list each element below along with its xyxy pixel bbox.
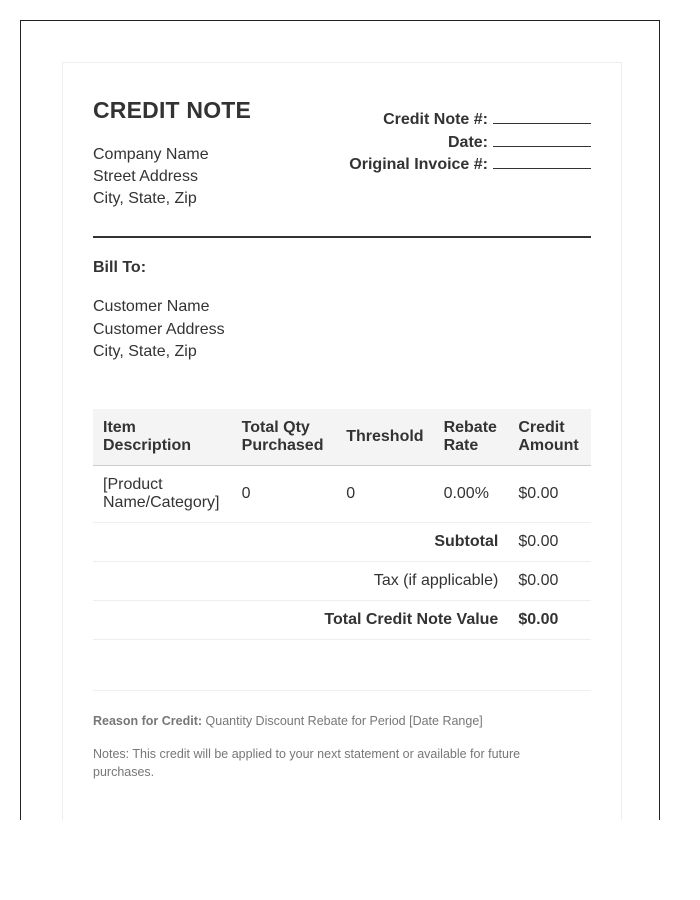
company-city-state-zip: City, State, Zip bbox=[93, 190, 197, 207]
total-label: Total Credit Note Value bbox=[93, 601, 508, 640]
company-name: Company Name bbox=[93, 146, 209, 163]
item-description: [Product Name/Category] bbox=[93, 466, 232, 523]
table-header-row bbox=[93, 409, 591, 466]
reason-text: Quantity Discount Rebate for Period [Date Range] bbox=[205, 714, 483, 728]
item-total-qty: 0 bbox=[232, 466, 337, 523]
credit-note-number-blank bbox=[493, 109, 591, 124]
item-rebate-rate: 0.00% bbox=[434, 466, 509, 523]
customer-info bbox=[93, 296, 225, 364]
tax-value: $0.00 bbox=[508, 562, 591, 601]
credit-note-meta bbox=[349, 109, 591, 177]
original-invoice-label: Original Invoice #: bbox=[349, 156, 488, 173]
original-invoice-row bbox=[349, 154, 591, 177]
customer-city-state-zip: City, State, Zip bbox=[93, 343, 197, 360]
credit-note-document bbox=[62, 62, 622, 820]
subtotal-label: Subtotal bbox=[93, 523, 508, 562]
item-credit-amount: $0.00 bbox=[508, 466, 591, 523]
total-value: $0.00 bbox=[508, 601, 591, 640]
header-credit-amount: Credit Amount bbox=[508, 409, 591, 466]
footer-divider bbox=[93, 690, 591, 691]
reason-label: Reason for Credit: bbox=[93, 714, 203, 728]
document-title: CREDIT NOTE bbox=[93, 97, 252, 123]
notes-text: Notes: This credit will be applied to your next statement or available for future purchases. bbox=[93, 747, 521, 779]
company-street: Street Address bbox=[93, 168, 198, 185]
reason-for-credit bbox=[93, 714, 483, 728]
bill-to-label: Bill To: bbox=[93, 259, 147, 276]
tax-row bbox=[93, 562, 591, 601]
total-row bbox=[93, 601, 591, 640]
date-row bbox=[349, 132, 591, 155]
tax-label: Tax (if applicable) bbox=[93, 562, 508, 601]
subtotal-row bbox=[93, 523, 591, 562]
header-rebate-rate: Rebate Rate bbox=[434, 409, 509, 466]
company-info bbox=[93, 144, 209, 210]
page-frame bbox=[20, 20, 660, 820]
customer-address: Customer Address bbox=[93, 320, 225, 338]
item-threshold: 0 bbox=[336, 466, 433, 523]
customer-name: Customer Name bbox=[93, 298, 210, 315]
date-label: Date: bbox=[447, 133, 488, 151]
credit-note-number-row bbox=[349, 109, 591, 132]
original-invoice-blank bbox=[493, 154, 591, 169]
date-blank bbox=[493, 132, 591, 147]
header-total-qty: Total Qty Purchased bbox=[232, 409, 337, 466]
items-table bbox=[93, 409, 591, 640]
header-divider bbox=[93, 236, 591, 238]
header-threshold: Threshold bbox=[336, 409, 433, 466]
subtotal-value: $0.00 bbox=[508, 523, 591, 562]
credit-note-number-label: Credit Note #: bbox=[383, 111, 488, 128]
header-item-description: Item Description bbox=[93, 409, 232, 466]
table-row bbox=[93, 466, 591, 523]
